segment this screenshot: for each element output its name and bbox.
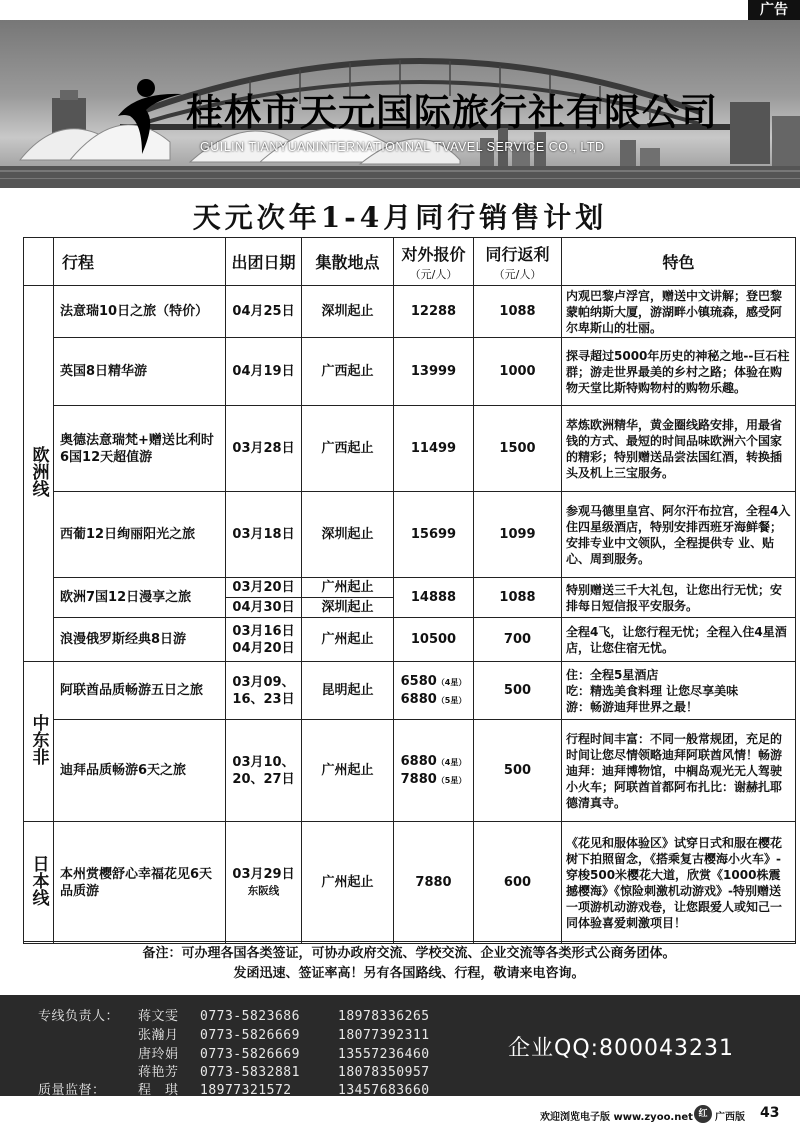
region-label: 欧洲线 xyxy=(28,445,49,497)
depart-date: 03月18日 xyxy=(226,492,302,578)
contact-row xyxy=(38,1005,430,1024)
depart-date-a: 03月16日 xyxy=(232,623,295,639)
qc-label: 质量监督： xyxy=(38,1083,106,1098)
contact-phone[interactable]: 0773-5832881 xyxy=(200,1065,300,1080)
qc-name: 程 琪 xyxy=(138,1083,179,1098)
agent-rebate: 500 xyxy=(474,720,562,822)
page-number: 43 xyxy=(760,1105,780,1121)
price-4-star-note: （4星） xyxy=(436,757,467,767)
route-feature: 特别赠送三千大礼包，让您出行无忧；安排每日短信报平安服务。 xyxy=(562,578,796,618)
region-label: 日本线 xyxy=(28,854,49,906)
table-row xyxy=(24,286,796,338)
route-feature: 全程4飞，让您行程无忧；全程入住4星酒店，让您住宿无忧。 xyxy=(562,618,796,662)
depart-point-a: 广州起止 xyxy=(321,580,374,595)
agent-rebate: 1088 xyxy=(474,578,562,618)
enterprise-qq[interactable]: 企业QQ:800043231 xyxy=(508,1036,735,1061)
header-rebate: 同行返利 （元/人） xyxy=(474,238,562,286)
header-route: 行程 xyxy=(54,238,226,286)
route-table xyxy=(23,237,796,944)
agent-rebate: 1500 xyxy=(474,406,562,492)
feature-line: 吃：精选美食料理 让您尽享美味 xyxy=(566,683,739,698)
company-name-cn: 桂林市天元国际旅行社有限公司 xyxy=(186,91,718,134)
agent-rebate: 700 xyxy=(474,618,562,662)
depart-point: 广州起止 xyxy=(302,720,394,822)
qc-phone[interactable]: 18977321572 xyxy=(200,1083,292,1098)
agent-rebate: 1099 xyxy=(474,492,562,578)
route-feature: 萃炼欧洲精华，黄金圈线路安排，用最省钱的方式、最短的时间品味欧洲六个国家的精彩；特别赠送品尝法国红酒，转换插头及机上三宝服务。 xyxy=(562,406,796,492)
contact-name: 唐玲娟 xyxy=(138,1047,179,1062)
banner xyxy=(0,20,800,188)
public-price: 15699 xyxy=(394,492,474,578)
table-row xyxy=(24,338,796,406)
table-row xyxy=(24,720,796,822)
depart-point: 广州起止 xyxy=(302,822,394,944)
edition-label: 广西版 xyxy=(715,1112,745,1123)
price-5-star-note: （5星） xyxy=(436,775,467,785)
contact-footer xyxy=(0,995,800,1096)
depart-date xyxy=(226,578,302,618)
depart-date xyxy=(226,662,302,720)
region-japan xyxy=(24,822,54,944)
route-feature: 内观巴黎卢浮宫，赠送中文讲解；登巴黎蒙帕纳斯大厦，游湖畔小镇琉森，感受阿尔卑斯山的壮丽。 xyxy=(562,286,796,338)
public-price: 12288 xyxy=(394,286,474,338)
depart-date-b: 20、27日 xyxy=(232,771,295,787)
route-name: 西葡12日绚丽阳光之旅 xyxy=(54,492,226,578)
contact-name: 蒋文雯 xyxy=(138,1009,179,1024)
depart-date: 03月28日 xyxy=(226,406,302,492)
agent-rebate: 1000 xyxy=(474,338,562,406)
route-feature: 参观马德里皇宫、阿尔汗布拉宫，全程4入住四星级酒店，特别安排西班牙海鲜餐；安排专业中文领队，全程提供专 业、贴心、周到服务。 xyxy=(562,492,796,578)
public-price xyxy=(394,662,474,720)
table-row xyxy=(24,662,796,720)
route-feature: 探寻超过5000年历史的神秘之地--巨石柱群；游走世界最美的乡村之路；体验在购物天堂比斯特购物村的购物乐趣。 xyxy=(562,338,796,406)
agent-rebate: 1088 xyxy=(474,286,562,338)
edition-badge-icon: 红 xyxy=(694,1105,712,1123)
route-feature: 《花见和服体验区》试穿日式和服在樱花树下拍照留念，《搭乘复古樱海小火车》-穿梭500米樱花大道，欣赏《1000株震撼樱海》《惊险刺激机动游戏》-特别赠送一项游机动游戏卷，让您跟爱人或知己一同体验喜爱刺激项目！ xyxy=(562,822,796,944)
table-row xyxy=(24,618,796,662)
header-depart: 集散地点 xyxy=(302,238,394,286)
depart-point: 广西起止 xyxy=(302,338,394,406)
contact-mobile[interactable]: 18078350957 xyxy=(338,1065,430,1080)
depart-point xyxy=(302,578,394,618)
depart-date xyxy=(226,618,302,662)
depart-date-a: 03月29日 xyxy=(232,866,295,882)
remark-line-1: 备注：可办理各国各类签证，可协办政府交流、学校交流、企业交流等各类形式公商务团体。 xyxy=(142,946,676,961)
public-price xyxy=(394,720,474,822)
contact-name: 蒋艳芳 xyxy=(138,1065,179,1080)
price-5-star: 7880 xyxy=(400,771,437,787)
depart-date-b: 04月20日 xyxy=(232,640,295,656)
contact-label: 专线负责人： xyxy=(38,1009,120,1024)
depart-date xyxy=(226,822,302,944)
table-header-row xyxy=(24,238,796,286)
table-row xyxy=(24,492,796,578)
header-price: 对外报价 （元/人） xyxy=(394,238,474,286)
depart-date: 04月25日 xyxy=(226,286,302,338)
table-row xyxy=(24,578,796,618)
company-logo-icon xyxy=(116,76,186,156)
price-4-star: 6580 xyxy=(400,673,437,689)
public-price: 14888 xyxy=(394,578,474,618)
website-link[interactable]: 欢迎浏览电子版 www.zyoo.net xyxy=(540,1112,693,1123)
depart-date xyxy=(226,720,302,822)
depart-date: 04月19日 xyxy=(226,338,302,406)
depart-point-b: 深圳起止 xyxy=(302,597,393,617)
depart-point: 深圳起止 xyxy=(302,492,394,578)
contact-row xyxy=(38,1043,430,1062)
depart-date-a: 03月20日 xyxy=(232,580,295,595)
page-footer xyxy=(0,1101,800,1127)
depart-date-a: 03月09、 xyxy=(232,674,295,690)
contact-mobile[interactable]: 18077392311 xyxy=(338,1028,430,1043)
top-bar xyxy=(0,0,800,20)
agent-rebate: 500 xyxy=(474,662,562,720)
contact-phone[interactable]: 0773-5823686 xyxy=(200,1009,300,1024)
contact-name: 张瀚月 xyxy=(138,1028,179,1043)
table-row xyxy=(24,822,796,944)
contact-row xyxy=(38,1024,430,1043)
contact-phone[interactable]: 0773-5826669 xyxy=(200,1028,300,1043)
route-name: 英国8日精华游 xyxy=(54,338,226,406)
route-name: 浪漫俄罗斯经典8日游 xyxy=(54,618,226,662)
region-europe xyxy=(24,286,54,662)
route-name: 本州赏樱舒心幸福花见6天品质游 xyxy=(54,822,226,944)
table-row xyxy=(24,406,796,492)
public-price: 13999 xyxy=(394,338,474,406)
depart-date-b: 04月30日 xyxy=(226,597,301,617)
public-price: 7880 xyxy=(394,822,474,944)
depart-point: 广西起止 xyxy=(302,406,394,492)
route-name: 奥德法意瑞梵+赠送比利时6国12天超值游 xyxy=(54,406,226,492)
header-date: 出团日期 xyxy=(226,238,302,286)
qc-mobile[interactable]: 13457683660 xyxy=(338,1083,430,1098)
contact-mobile[interactable]: 13557236460 xyxy=(338,1047,430,1062)
remark xyxy=(23,941,795,985)
route-name: 阿联酋品质畅游五日之旅 xyxy=(54,662,226,720)
price-4-star-note: （4星） xyxy=(436,677,467,687)
plan-title: 天元次年1-4月同行销售计划 xyxy=(192,201,608,234)
route-name: 法意瑞10日之旅（特价） xyxy=(54,286,226,338)
company-name-en: GUILIN TIANYUANINTERNATIONNAL TVAVEL SERVICE CO., LTD xyxy=(200,140,605,154)
route-name: 迪拜品质畅游6天之旅 xyxy=(54,720,226,822)
route-name: 欧洲7国12日漫享之旅 xyxy=(54,578,226,618)
header-region xyxy=(24,238,54,286)
feature-line: 游：畅游迪拜世界之最！ xyxy=(566,699,699,714)
remark-line-2: 发函迅速、签证率高！另有各国路线、行程，敬请来电咨询。 xyxy=(233,966,585,981)
header-feature: 特色 xyxy=(562,238,796,286)
depart-point: 深圳起止 xyxy=(302,286,394,338)
quality-supervisor-row xyxy=(38,1079,430,1098)
price-4-star: 6880 xyxy=(400,753,437,769)
public-price: 11499 xyxy=(394,406,474,492)
depart-point: 广州起止 xyxy=(302,618,394,662)
depart-date-b: 16、23日 xyxy=(232,691,295,707)
route-feature: 行程时间丰富：不同一般常规团，充足的时间让您尽情领略迪拜阿联酋风情！畅游迪拜：迪拜博物馆，中榈岛观光无人驾驶小火车；阿联酋首都阿布扎比：谢赫扎耶德清真寺。 xyxy=(562,720,796,822)
contact-row xyxy=(38,1061,430,1080)
region-mideast xyxy=(24,662,54,822)
ad-label: 广告 xyxy=(748,0,800,20)
depart-date-note: 东阪线 xyxy=(247,884,280,897)
contact-mobile[interactable]: 18978336265 xyxy=(338,1009,430,1024)
route-feature xyxy=(562,662,796,720)
contact-phone[interactable]: 0773-5826669 xyxy=(200,1047,300,1062)
price-5-star: 6880 xyxy=(400,691,437,707)
depart-date-a: 03月10、 xyxy=(232,754,295,770)
agent-rebate: 600 xyxy=(474,822,562,944)
region-label: 中东非 xyxy=(28,713,49,765)
price-5-star-note: （5星） xyxy=(436,695,467,705)
feature-line: 住：全程5星酒店 xyxy=(566,667,659,682)
public-price: 10500 xyxy=(394,618,474,662)
depart-point: 昆明起止 xyxy=(302,662,394,720)
